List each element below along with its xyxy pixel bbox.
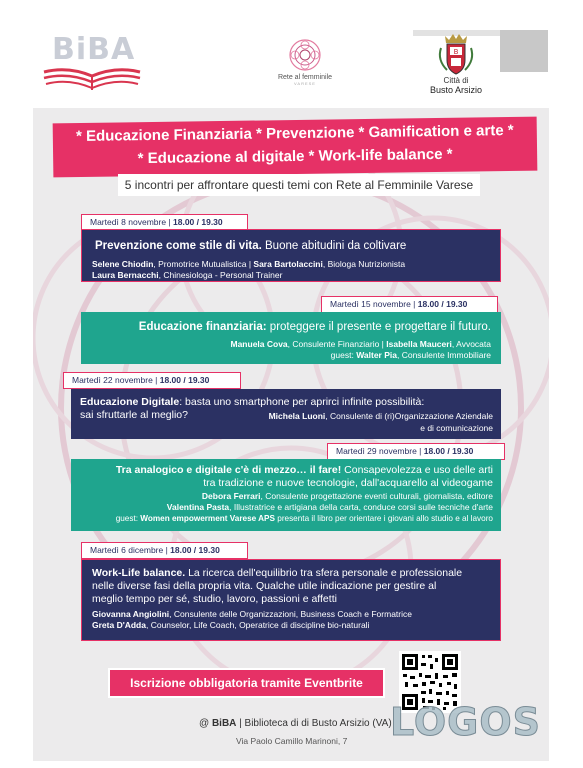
- event-time: 18.00 / 19.30: [423, 446, 474, 456]
- event-speaker-line: [116, 513, 493, 524]
- event-title-bold: Educazione Digitale: [80, 396, 180, 408]
- event-speaker-line: [92, 259, 405, 270]
- event-date: Martedì 29 novembre: [336, 446, 417, 456]
- event-title-bold: Work-Life balance.: [92, 567, 186, 579]
- footer-organization: [199, 718, 392, 729]
- event-date-tag: Martedì 15 novembre | 18.00 / 19.30: [321, 296, 498, 313]
- speaker-role: , Counselor, Life Coach, Operatrice di discipline bio-naturali: [145, 620, 370, 630]
- event-title-bold: Tra analogico e digitale c'è di mezzo… il fare!: [115, 464, 342, 476]
- event-speaker-line: e di comunicazione: [420, 423, 493, 433]
- event-card: [71, 459, 501, 531]
- event-speaker-line: [331, 350, 491, 361]
- speaker-role: , Consulente delle Organizzazioni, Business Coach e Formatrice: [169, 609, 412, 619]
- event-title-bold: Educazione finanziaria:: [138, 321, 267, 333]
- event-title: [139, 320, 491, 334]
- footer-address: Via Paolo Camillo Marinoni, 7: [236, 736, 348, 746]
- event-title-line3: meglio tempo per sé, studio, lavoro, passioni e affetti: [92, 593, 337, 605]
- speaker-role: , Consulente Immobiliare: [396, 350, 491, 360]
- header: [0, 0, 583, 108]
- event-title-rest: La ricerca dell'equilibrio tra sfera personale e professionale: [185, 567, 463, 579]
- speaker-role: , Consulente di (ri)Organizzazione Aziendale: [325, 411, 493, 421]
- speaker-prefix: guest:: [330, 350, 357, 360]
- speaker-name: Selene Chiodin: [92, 259, 154, 269]
- biba-logo: [36, 30, 148, 92]
- event-date-tag: Martedì 22 novembre | 18.00 / 19.30: [63, 372, 241, 389]
- event-title: [116, 463, 493, 477]
- event-time: 18.00 / 19.30: [417, 299, 468, 309]
- speaker-role: , Consulente Finanziario |: [287, 339, 387, 349]
- event-time: 18.00 / 19.30: [173, 217, 223, 227]
- event-date-tag: Martedì 6 dicembre | 18.00 / 19.30: [81, 542, 248, 559]
- city-logo: [410, 30, 502, 106]
- rete-label: Rete al femminile: [277, 74, 333, 81]
- speaker-name: Michela Luoni: [268, 411, 326, 421]
- event-title-line2: nelle diverse fasi della propria vita. Qualche utile indicazione per gestire al: [92, 580, 437, 592]
- rete-sublabel: VARESE: [294, 81, 316, 86]
- event-date: Martedì 8 novembre: [90, 217, 167, 227]
- speaker-role: presenta il libro per orientare i giovani allo studio e al lavoro: [274, 514, 493, 523]
- event-card: [81, 559, 501, 641]
- event-title-line2: sai sfruttarle al meglio?: [80, 409, 188, 421]
- banner-line1: * Educazione Finanziaria * Prevenzione * Gamification e arte *: [75, 121, 514, 146]
- event-time: 18.00 / 19.30: [170, 545, 220, 555]
- speaker-name: Laura Bernacchi: [92, 270, 159, 280]
- event-title-rest: Buone abitudini da coltivare: [261, 240, 407, 252]
- event-card: [71, 389, 501, 439]
- event-speaker-line: [92, 270, 282, 281]
- event-title-rest: : basta uno smartphone per aprirci infinite possibilità:: [179, 396, 425, 408]
- speaker-name: Manuela Cova: [230, 339, 288, 349]
- speaker-name: Sara Bartolaccini: [253, 259, 323, 269]
- footer-library: | Biblioteca di di Busto Arsizio (VA): [236, 718, 392, 729]
- event-title-bold: Prevenzione come stile di vita.: [95, 240, 262, 252]
- banner-line2: * Educazione al digitale * Work-life balance *: [137, 145, 453, 168]
- logos-watermark: LOGOS: [390, 700, 542, 744]
- event-date-tag: Martedì 29 novembre | 18.00 / 19.30: [327, 443, 505, 460]
- speaker-name: Greta D'Adda: [92, 620, 146, 630]
- event-card: [81, 312, 501, 364]
- speaker-name: Women empowerment Varese APS: [140, 514, 275, 523]
- city-label-line1: Città di: [443, 76, 469, 85]
- registration-banner[interactable]: Iscrizione obbligatoria tramite Eventbrite: [108, 668, 385, 698]
- speaker-role: , Consulente progettazione eventi culturali, giornalista, editore: [260, 491, 493, 501]
- event-speaker-line: [92, 609, 412, 620]
- speaker-role: , Biologa Nutrizionista: [322, 259, 406, 269]
- event-title: [92, 566, 462, 580]
- city-crest-icon: [433, 30, 479, 76]
- event-title: [95, 239, 406, 253]
- rete-al-femminile-logo: [270, 38, 340, 102]
- header-gray-block: [500, 30, 548, 72]
- event-speaker-line: [231, 339, 492, 350]
- event-speaker-line: [92, 620, 369, 631]
- topics-banner: [53, 117, 538, 178]
- speaker-name: Valentina Pasta: [166, 502, 230, 512]
- biba-logo-text: BiBA: [52, 32, 136, 67]
- footer-org: BiBA: [211, 718, 237, 729]
- event-title-line2: tra tradizione e nuove tecnologie, dall'acquarello al videogame: [203, 477, 493, 489]
- event-date-tag: Martedì 8 novembre | 18.00 / 19.30: [81, 214, 248, 231]
- svg-text:B: B: [453, 48, 459, 56]
- speaker-name: Giovanna Angiolini: [92, 609, 170, 619]
- event-title-rest: Consapevolezza e uso delle arti: [341, 464, 493, 476]
- speaker-name: Walter Pia: [356, 350, 397, 360]
- event-speaker-line: [202, 491, 493, 502]
- speaker-prefix: guest:: [115, 514, 141, 523]
- poster-subtitle: 5 incontri per affrontare questi temi con Rete al Femminile Varese: [118, 174, 480, 196]
- footer-at: @: [199, 718, 212, 729]
- speaker-role: , Chinesiologa - Personal Trainer: [158, 270, 283, 280]
- event-card: [81, 229, 501, 282]
- speaker-role: , Illustratrice e artigiana della carta, conduce corsi sulle tecniche d'arte: [229, 502, 493, 512]
- event-speaker-line: [167, 502, 493, 513]
- event-speaker-line: [269, 411, 493, 422]
- city-label-line2: Busto Arsizio: [429, 85, 483, 95]
- event-time: 18.00 / 19.30: [159, 375, 210, 385]
- event-date: Martedì 15 novembre: [330, 299, 411, 309]
- flower-mandala-icon: [288, 38, 322, 72]
- open-book-icon: [40, 66, 144, 92]
- event-date: Martedì 6 dicembre: [90, 545, 164, 555]
- event-title-rest: proteggere il presente e progettare il futuro.: [266, 321, 491, 333]
- event-title: [80, 395, 424, 409]
- speaker-name: Debora Ferrari: [201, 491, 261, 501]
- speaker-role: , Avvocata: [451, 339, 491, 349]
- event-poster: [33, 108, 549, 761]
- event-date: Martedì 22 novembre: [72, 375, 153, 385]
- speaker-role: , Promotrice Mutualistica |: [153, 259, 254, 269]
- speaker-name: Isabella Mauceri: [386, 339, 452, 349]
